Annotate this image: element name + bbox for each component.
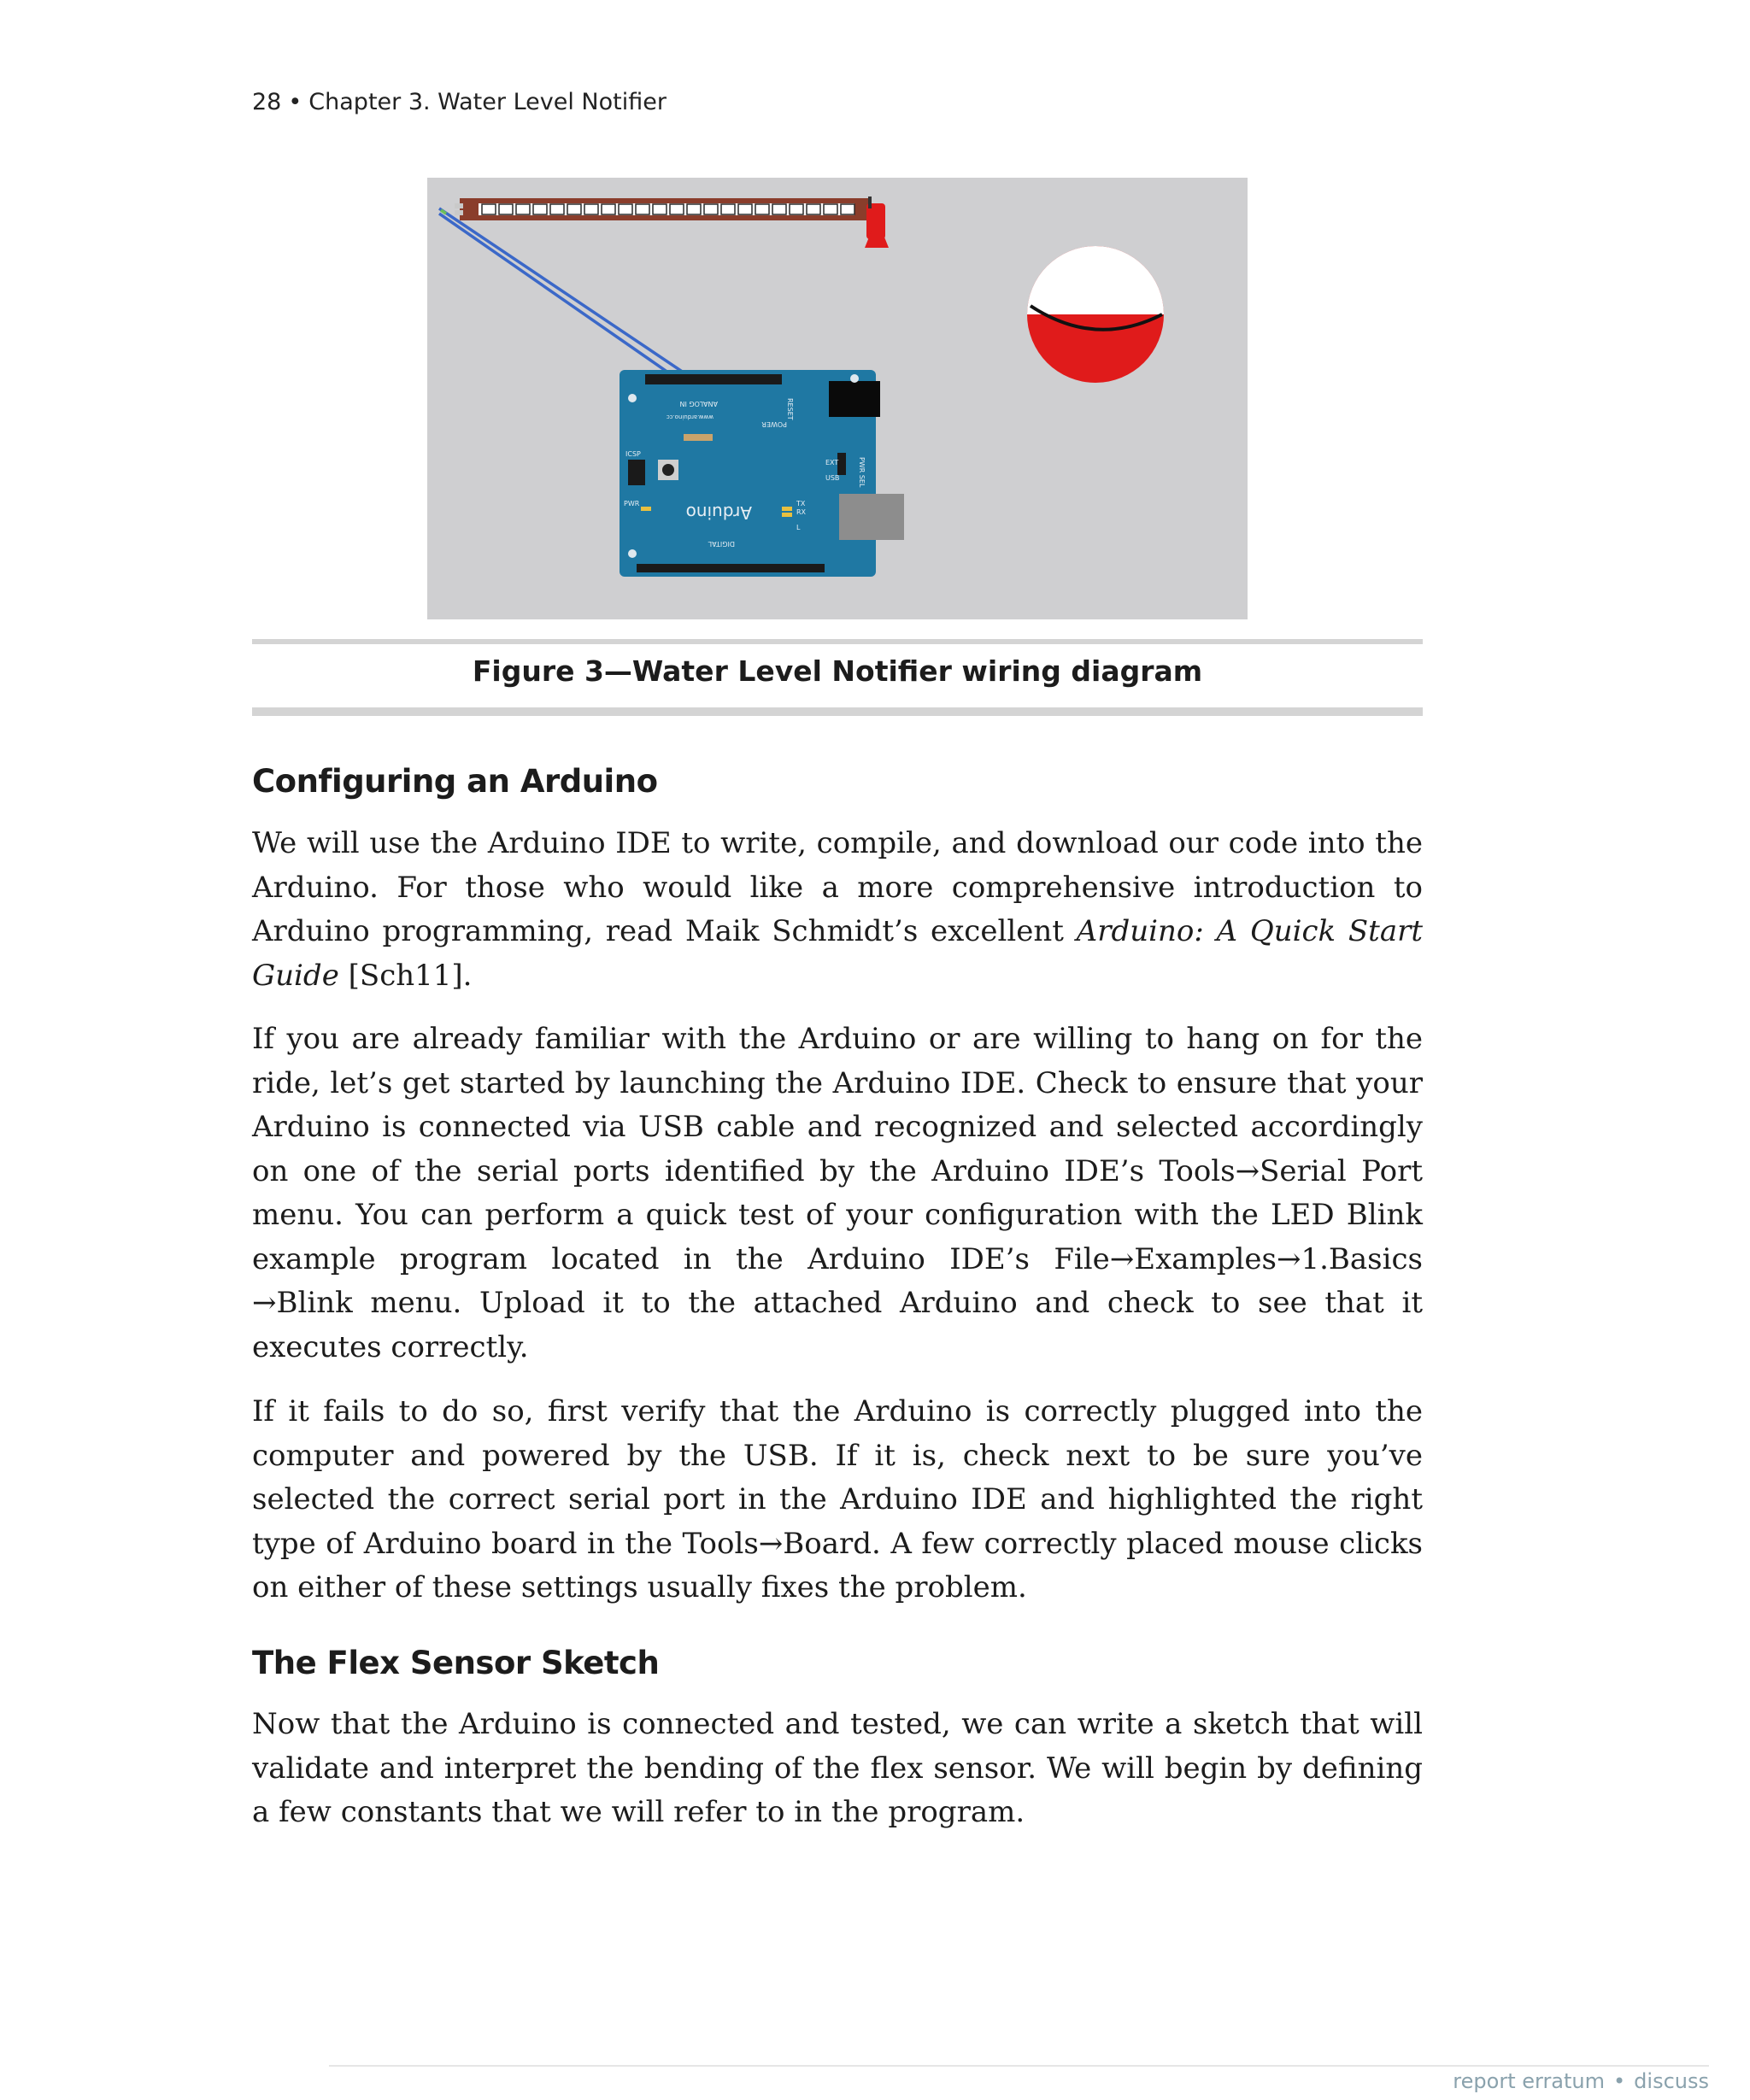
flex-sensor-segment <box>516 204 530 214</box>
board-icsp-label: ICSP <box>625 450 641 458</box>
paragraph-1 <box>252 822 1423 998</box>
paragraph-1-text-b: [Sch11]. <box>338 958 473 993</box>
page-footer <box>1453 2069 1709 2093</box>
footer-divider <box>329 2065 1709 2067</box>
flex-sensor <box>455 198 872 220</box>
flex-sensor-segment <box>841 204 854 214</box>
flex-sensor-segment <box>619 204 632 214</box>
board-digital-label: DIGITAL <box>708 540 735 548</box>
section-heading-configuring: Configuring an Arduino <box>252 763 658 800</box>
paragraph-1-text-a: We will use the Arduino IDE to write, compile, and download our code into the Arduino. For those who would like a more comprehensive introduction to Arduino programming, read Maik Schmidt’s excellent <box>252 826 1423 948</box>
flex-sensor-segment <box>653 204 667 214</box>
flex-sensor-segment <box>567 204 581 214</box>
flex-sensor-segment <box>670 204 684 214</box>
page-number: 28 <box>252 89 282 115</box>
flex-sensor-segment <box>790 204 803 214</box>
board-url-label: www.arduino.cc <box>666 414 714 420</box>
board-brand-label: Arduino <box>685 502 752 523</box>
board-led-label: L <box>796 524 801 531</box>
board-tx-label: TX <box>796 500 806 507</box>
flex-sensor-segment <box>636 204 649 214</box>
wiring-diagram-figure <box>427 178 1248 619</box>
flex-sensor-segment <box>533 204 547 214</box>
board-usb-label: USB <box>825 474 840 482</box>
board-ext-label: EXT <box>825 459 839 466</box>
board-power-label: POWER <box>761 420 787 428</box>
flex-sensor-segment <box>584 204 598 214</box>
discuss-link[interactable]: discuss <box>1634 2069 1709 2093</box>
arduino-board <box>620 370 904 577</box>
paragraph-2: If you are already familiar with the Arduino or are willing to hang on for the ride, let’s get started by launching the Arduino IDE. Check to ensure that your Arduino is connected via USB cable and recognized and selected accordingly on one of the serial ports identified by the Arduino IDE’s Tools→Serial Port menu. You can perform a quick test of your configuration with the LED Blink example program located in the Arduino IDE’s File→Examples→1.Basics →Blink menu. Upload it to the attached Arduino and check to see that it executes correctly. <box>252 1022 1423 1364</box>
chapter-title: Chapter 3. Water Level Notifier <box>308 89 667 115</box>
section-heading-flex-sensor: The Flex Sensor Sketch <box>252 1645 660 1681</box>
fishing-bobber <box>865 197 1164 383</box>
header-bullet: • <box>288 89 302 115</box>
figure-caption: Figure 3—Water Level Notifier wiring diagram <box>472 654 1203 688</box>
caption-rule-top <box>252 639 1423 644</box>
footer-separator: • <box>1613 2069 1626 2093</box>
report-erratum-link[interactable]: report erratum <box>1453 2069 1606 2093</box>
paragraph-4: Now that the Arduino is connected and tested, we can write a sketch that will validate and interpret the bending of the flex sensor. We will begin by defining a few constants that we will refer to in the program. <box>252 1707 1423 1829</box>
wiring-diagram-svg <box>427 178 1248 619</box>
flex-sensor-segment <box>687 204 701 214</box>
board-pwr-label: PWR <box>624 500 640 507</box>
flex-sensor-segment <box>807 204 820 214</box>
flex-sensor-segment <box>738 204 752 214</box>
paragraph-3: If it fails to do so, first verify that the Arduino is correctly plugged into the computer and powered by the USB. If it is, check next to be sure you’ve selected the correct serial port in the Arduino IDE and highlighted the right type of Arduino board in the Tools→Board. A few correctly placed mouse clicks on either of these settings usually fixes the problem. <box>252 1394 1423 1604</box>
board-rx-label: RX <box>796 508 807 516</box>
flex-sensor-segment <box>602 204 615 214</box>
flex-sensor-segment <box>550 204 564 214</box>
board-analog-label: ANALOG IN <box>679 400 718 408</box>
book-title-italic: Arduino: A Quick Start Guide <box>252 914 1424 993</box>
flex-sensor-segment <box>721 204 735 214</box>
flex-sensor-segment <box>704 204 718 214</box>
flex-sensor-segment <box>824 204 837 214</box>
flex-sensor-segment <box>499 204 513 214</box>
running-header <box>252 89 667 115</box>
flex-sensor-segment <box>755 204 769 214</box>
board-reset-label: RESET <box>786 398 794 420</box>
board-pwr-sel-label: PWR SEL <box>858 457 866 488</box>
flex-sensor-segment <box>772 204 786 214</box>
flex-sensor-segment <box>482 204 496 214</box>
caption-rule-bottom <box>252 707 1423 716</box>
